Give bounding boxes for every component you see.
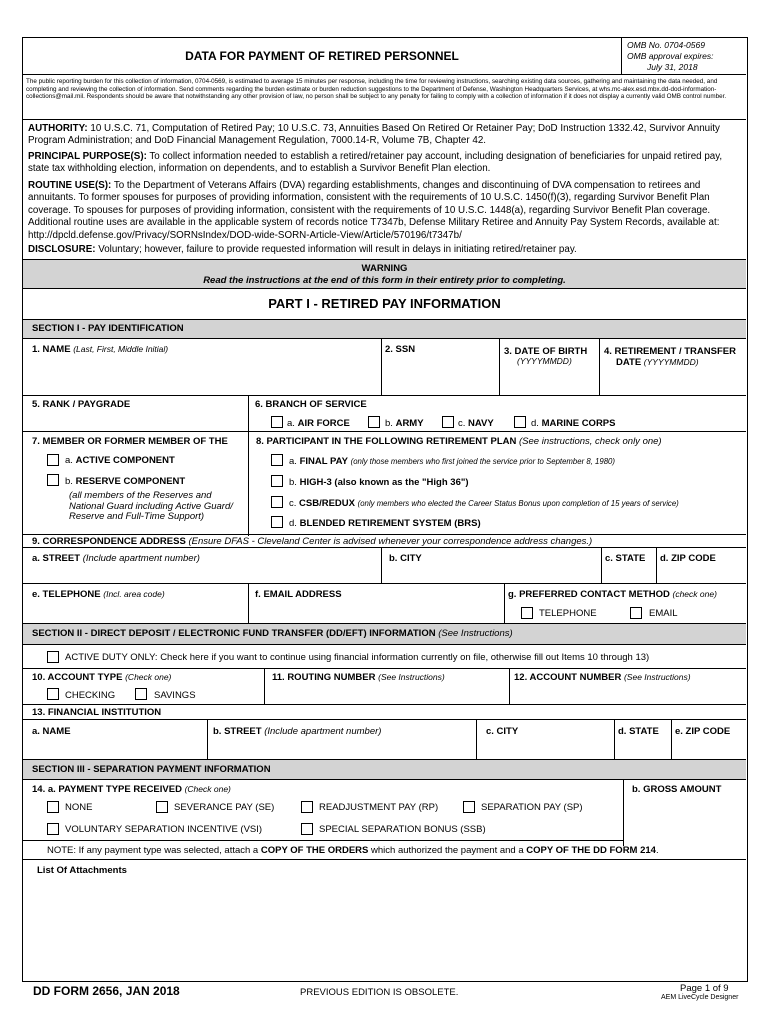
none-checkbox[interactable] [47,801,59,813]
section3-header [23,759,746,780]
address-label: 9. CORRESPONDENCE ADDRESS (Ensure DFAS - Cleveland Center is advised whenever your correspondence address changes.) [32,536,593,547]
member-checkbox-reserve[interactable] [47,474,59,486]
authority-label: AUTHORITY: [28,123,88,134]
active-duty-text: ACTIVE DUTY ONLY: Check here if you want to continue using financial information currently on file, otherwise fill out Items 10 through 13) [65,652,650,663]
checking-checkbox[interactable] [47,688,59,700]
fin-city-field[interactable] [477,719,614,759]
separation-pay-label: SEPARATION PAY (SP) [481,802,583,813]
branch-navy: c. NAVY [458,418,494,429]
dob-hint: (YYYYMMDD) [517,356,572,366]
routine-text: To the Department of Veterans Affairs (DVA) regarding establishments, changes and discontinuing of DVA compensation to retirees and annuitants. To former spouses for purposes of providing information, consistent with the requirements of 10 U.S.C. 1450(f)(3), regarding Survivor Benefit Plan coverage. To spouses for purposes of providing information, consistent with the requirements of 10 U.S.C. 1448(a), regarding Survivor Benefit Plan coverage. Additional routine uses are available in the applicable system of records notice T7347b, Defense Military Retiree and Annuity Pay System Records, available at: http://dpcld.defense.gov/Privacy/SORNsIndex/DOD-wide-SORN-Article-View/Article/570196/t7347b/ [28,180,720,241]
zip-label: d. ZIP CODE [660,553,716,564]
city-label: b. CITY [389,553,422,564]
rank-label: 5. RANK / PAYGRADE [32,399,131,410]
dob-label: 3. DATE OF BIRTH [504,346,588,357]
payment-note: NOTE: If any payment type was selected, attach a COPY OF THE ORDERS which authorized the payment and a COPY OF THE DD FORM 214. [47,845,659,856]
financial-institution-label: 13. FINANCIAL INSTITUTION [32,707,162,718]
fin-state-field[interactable] [615,719,671,759]
payment-type-label: 14. a. PAYMENT TYPE RECEIVED (Check one) [32,784,231,795]
disclosure-text: Voluntary; however, failure to provide requested information will result in delays in initiating retired/retainer pay. [98,244,577,255]
warning-title: WARNING [361,263,408,274]
branch-army: b. ARMY [385,418,424,429]
plan-final-pay: a. FINAL PAY (only those members who first joined the service prior to September 8, 1980) [289,456,615,467]
readjustment-label: READJUSTMENT PAY (RP) [319,802,439,813]
member-label: 7. MEMBER OR FORMER MEMBER OF THE [32,436,228,447]
plan-checkbox-brs[interactable] [271,516,283,528]
account-type-label: 10. ACCOUNT TYPE (Check one) [32,672,172,683]
section1-title: SECTION I - PAY IDENTIFICATION [32,323,184,334]
page-number: Page 1 of 9 [680,983,729,994]
checking-label: CHECKING [65,690,116,701]
active-duty-checkbox[interactable] [47,651,59,663]
attachments-field[interactable] [23,860,746,980]
separation-pay-checkbox[interactable] [463,801,475,813]
branch-checkbox-marine-corps[interactable] [514,416,526,428]
fin-street-field[interactable] [208,719,476,759]
branch-air-force: a. AIR FORCE [287,418,350,429]
section3-title: SECTION III - SEPARATION PAYMENT INFORMATION [32,764,271,775]
routine-use-statement [28,180,744,242]
member-checkbox-active[interactable] [47,454,59,466]
plan-checkbox-final-pay[interactable] [271,454,283,466]
section2-header [23,623,746,645]
omb-expires-label: OMB approval expires: [627,51,714,61]
designer-note: AEM LiveCycle Designer [661,994,739,1001]
disclosure-label: DISCLOSURE: [28,244,96,255]
branch-marine-corps: d. MARINE CORPS [531,418,616,429]
contact-checkbox-email[interactable] [630,607,642,619]
savings-checkbox[interactable] [135,688,147,700]
omb-number: OMB No. 0704-0569 [627,40,705,50]
ssn-label: 2. SSN [385,344,416,355]
contact-checkbox-telephone[interactable] [521,607,533,619]
member-active: a. ACTIVE COMPONENT [65,455,175,466]
member-reserve: b. RESERVE COMPONENT [65,476,186,487]
fin-zip-field[interactable] [672,719,746,759]
plan-label: 8. PARTICIPANT IN THE FOLLOWING RETIREMENT PLAN (See instructions, check only one) [256,436,662,447]
warning-box [23,259,746,289]
form-id: DD FORM 2656, JAN 2018 [33,984,180,998]
fin-street-label: b. STREET (Include apartment number) [213,726,382,737]
purpose-label: PRINCIPAL PURPOSE(S): [28,151,147,162]
ssb-label: SPECIAL SEPARATION BONUS (SSB) [319,824,486,835]
branch-label: 6. BRANCH OF SERVICE [255,399,367,410]
retirement-label: 4. RETIREMENT / TRANSFER [604,346,736,357]
plan-checkbox-high3[interactable] [271,475,283,487]
state-label: c. STATE [605,553,646,564]
purpose-statement [28,151,744,176]
burden-statement: The public reporting burden for this collection of information, 0704-0569, is estimated to average 15 minutes per response, including the time for reviewing instructions, searching existing data sources, gathering and maintaining the data needed, and completing and reviewing the collection of information. Send comments regarding the burden estimate or burden reduction suggestions to the Department of Defense, Washington Headquarters Services, at whs.mc-alex.esd.mbx.dd-dod-information-collections@mail.mil. Respondents should be aware that notwithstanding any other provision of law, no person shall be subject to any penalty for failing to comply with a collection of information if it does not display a currently valid OMB control number. [26,78,727,101]
fin-name-field[interactable] [23,719,207,759]
section1-header [23,319,746,339]
severance-label: SEVERANCE PAY (SE) [174,802,275,813]
contact-method-label: g. PREFERRED CONTACT METHOD (check one) [508,589,717,600]
gross-amount-label: b. GROSS AMOUNT [632,784,722,795]
readjustment-checkbox[interactable] [301,801,313,813]
savings-label: SAVINGS [154,690,196,701]
plan-csb-redux: c. CSB/REDUX (only members who elected the Career Status Bonus upon completion of 15 years of service) [289,498,679,509]
plan-checkbox-csb-redux[interactable] [271,496,283,508]
street-label: a. STREET (Include apartment number) [32,553,200,564]
authority-statement [28,123,744,148]
branch-checkbox-navy[interactable] [442,416,454,428]
part1-title: PART I - RETIRED PAY INFORMATION [268,296,501,311]
severance-checkbox[interactable] [156,801,168,813]
ssb-checkbox[interactable] [301,823,313,835]
branch-checkbox-air-force[interactable] [271,416,283,428]
account-number-label: 12. ACCOUNT NUMBER (See Instructions) [514,672,691,683]
omb-expires-date: July 31, 2018 [647,62,698,72]
branch-checkbox-army[interactable] [368,416,380,428]
contact-telephone: TELEPHONE [539,608,597,619]
fin-name-label: a. NAME [32,726,71,737]
routine-label: ROUTINE USE(S): [28,180,112,191]
fin-city-label: c. CITY [486,726,519,737]
name-label: 1. NAME (Last, First, Middle Initial) [32,344,169,355]
retirement-label-line2: DATE (YYYYMMDD) [616,357,699,368]
section2-title: SECTION II - DIRECT DEPOSIT / ELECTRONIC FUND TRANSFER (DD/EFT) INFORMATION (See Instructions) [32,628,513,639]
fin-zip-label: e. ZIP CODE [675,726,731,737]
fin-state-label: d. STATE [618,726,659,737]
contact-email: EMAIL [649,608,678,619]
vsi-label: VOLUNTARY SEPARATION INCENTIVE (VSI) [65,824,263,835]
warning-text: Read the instructions at the end of this form in their entirety prior to completing. [203,275,566,286]
telephone-label: e. TELEPHONE (Incl. area code) [32,589,165,600]
plan-high3: b. HIGH-3 (also known as the "High 36") [289,477,469,488]
email-label: f. EMAIL ADDRESS [255,589,342,600]
form-page [22,37,748,982]
member-reserve-note: (all members of the Reserves and National Guard including Active Guard/ Reserve and Full-Time Support) [69,490,233,523]
obsolete-note: PREVIOUS EDITION IS OBSOLETE. [300,987,459,998]
none-label: NONE [65,802,93,813]
purpose-text: To collect information needed to establish a retired/retainer pay account, including designation of beneficiaries for unpaid retired pay, state tax withholding election, information on dependents, and to establish a Survivor Benefit Plan election. [28,151,723,175]
routing-number-label: 11. ROUTING NUMBER (See Instructions) [272,672,445,683]
authority-text: 10 U.S.C. 71, Computation of Retired Pay; 10 U.S.C. 73, Annuities Based On Retired Or Retainer Pay; DoD Instruction 1332.42, Survivor Annuity Program Administration; and DoD Financial Management Regulation, 7000.14-R, Volume 7B, Chapter 42. [28,123,720,147]
vsi-checkbox[interactable] [47,823,59,835]
attachments-label: List Of Attachments [37,865,127,876]
disclosure-statement [28,244,744,256]
form-title: DATA FOR PAYMENT OF RETIRED PERSONNEL [185,49,459,63]
plan-brs: d. BLENDED RETIREMENT SYSTEM (BRS) [289,518,481,529]
